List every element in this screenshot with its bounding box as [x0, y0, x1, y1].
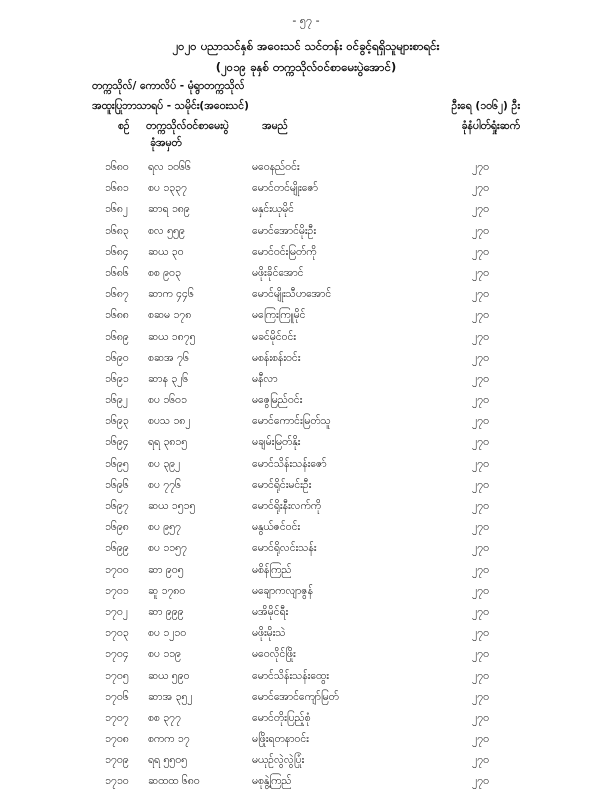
student-name: မဖြိုးရတနာဝင်း [252, 733, 309, 746]
table-row [0, 225, 612, 246]
row-remark: ၂၇၀ [472, 224, 489, 237]
row-remark: ၂၇၀ [472, 542, 489, 555]
row-number: ၁၇၀၇ [105, 711, 129, 724]
roll-number: စစ ၃၇၇ [148, 711, 181, 724]
row-remark: ၂၇၀ [472, 351, 489, 364]
student-name: မောင်ရိုးနီးလက်ကို [252, 500, 322, 512]
roll-number: ဆယ ၃၀ [148, 245, 184, 258]
row-remark: ၂၇၀ [472, 478, 489, 491]
row-remark: ၂၇၀ [472, 457, 489, 470]
row-remark: ၂၇၀ [472, 711, 489, 724]
column-header-remark: ခုံနံပါတ်ရှုံးဆက် [461, 120, 520, 132]
student-name: မစိန်ကြည် [252, 563, 292, 576]
roll-number: ဆယ ၁၅၁၅ [148, 500, 196, 512]
student-name: မဝေနည်ဝင်း [252, 161, 300, 173]
row-remark: ၂၇၀ [472, 161, 489, 173]
row-number: ၁၇၀၉ [105, 754, 129, 767]
student-count-label: ဦးရေ (၁၀၆၂) ဦး [451, 100, 520, 112]
roll-number: ရရ ၅၅၀၅ [148, 754, 188, 767]
subject-label: အထူးပြုဘာသာရပ် - သမိုင်း(အဝေးသင်) [92, 100, 249, 112]
row-remark: ၂၇၀ [472, 182, 489, 195]
row-number: ၁၆၉၀ [105, 351, 129, 364]
table-row [0, 331, 612, 352]
table-row [0, 691, 612, 712]
student-name: မဝေလိုင်ဖြိုး [252, 648, 296, 661]
row-number: ၁၆၉၆ [105, 478, 129, 491]
table-row [0, 182, 612, 203]
row-number: ၁၆၉၈ [105, 521, 129, 534]
student-name: မောင်သိန်းသန်းထွေး [252, 669, 329, 682]
roll-number: စပ ၁၆၀၁ [148, 394, 187, 407]
row-number: ၁၆၉၅ [105, 457, 129, 470]
student-name: မောင်ကောင်းမြတ်သူ [252, 415, 331, 428]
roll-number: စဆအ ၇၆ [148, 351, 189, 364]
roll-number: ဆာက ၄၄၆ [148, 288, 194, 301]
row-number: ၁၆၉၉ [105, 542, 129, 555]
roll-number: စကက ၁၇ [148, 733, 190, 746]
row-number: ၁၇၀၂ [105, 605, 128, 618]
row-number: ၁၆၈၇ [105, 288, 129, 301]
column-header-roll-line2: ခုံအမှတ် [150, 137, 182, 149]
row-number: ၁၆၈၀ [105, 161, 129, 173]
row-number: ၁၆၈၃ [105, 224, 129, 237]
row-number: ၁၆၈၉ [105, 330, 129, 343]
student-name: မောင်သိန်းသန်းဇော် [252, 457, 327, 470]
roll-number: ဆယ ၁၈၇၅ [148, 330, 196, 343]
table-row [0, 479, 612, 500]
row-remark: ၂၇၀ [472, 309, 489, 322]
roll-number: စစ ၉၀၃ [148, 266, 181, 279]
table-row [0, 352, 612, 373]
student-name: မအိမိုင်ရီး [252, 605, 289, 618]
roll-number: စပသ ၁၈၂ [148, 415, 191, 428]
row-remark: ၂၇၀ [472, 266, 489, 279]
table-row [0, 394, 612, 415]
table-row [0, 670, 612, 691]
row-number: ၁၆၉၇ [105, 500, 129, 512]
roll-number: ဆာရ ၁၈၉ [148, 203, 190, 216]
roll-number: စဆမ ၁၇၈ [148, 309, 192, 322]
table-row [0, 458, 612, 479]
row-number: ၁၇၀၄ [105, 648, 129, 661]
row-number: ၁၆၈၆ [105, 266, 129, 279]
row-remark: ၂၇၀ [472, 627, 489, 640]
student-name: မနွယ်ဇင်ဝင်း [252, 521, 301, 534]
student-name: မယုဉ်လွဲလွဲပြုံး [252, 754, 305, 767]
table-row [0, 373, 612, 394]
row-number: ၁၇၁၀ [105, 775, 129, 788]
row-number: ၁၆၈၄ [105, 245, 129, 258]
table-row [0, 161, 612, 182]
student-name: မစုနွဲ့ကြည် [252, 775, 292, 788]
row-remark: ၂၇၀ [472, 521, 489, 534]
roll-number: စပ ၇၇၆ [148, 478, 181, 491]
row-remark: ၂၇၀ [472, 330, 489, 343]
table-row [0, 203, 612, 224]
row-remark: ၂၇၀ [472, 394, 489, 407]
roll-number: စပ ၉၅၇ [148, 521, 181, 534]
table-row [0, 648, 612, 669]
table-row [0, 775, 612, 796]
roll-number: စလ ၅၅၉ [148, 224, 185, 237]
row-number: ၁၇၀၅ [105, 669, 129, 682]
table-row [0, 712, 612, 733]
row-number: ၁၇၀၀ [105, 563, 129, 576]
roll-number: ဆယ ၅၉၀ [148, 669, 190, 682]
row-remark: ၂၇၀ [472, 415, 489, 428]
row-number: ၁၇၀၆ [105, 690, 129, 703]
table-row [0, 733, 612, 754]
row-number: ၁၆၉၁ [105, 372, 129, 385]
student-name: မောင်တိုးပြည့်စုံ [252, 711, 311, 724]
row-remark: ၂၇၀ [472, 584, 489, 597]
row-remark: ၂၇၀ [472, 733, 489, 746]
row-remark: ၂၇၀ [472, 754, 489, 767]
document-subtitle: (၂၀၁၉ ခုနှစ် တက္ကသိုလ်ဝင်စာမေးပွဲအောင်) [215, 60, 397, 74]
row-number: ၁၆၉၂ [105, 394, 128, 407]
roll-number: ဆာ ၉၀၅ [148, 563, 184, 576]
row-remark: ၂၇၀ [472, 690, 489, 703]
row-number: ၁၇၀၁ [105, 584, 129, 597]
row-number: ၁၆၉၃ [105, 415, 129, 428]
table-row [0, 521, 612, 542]
roll-number: ဆာ ၉၉၉ [148, 605, 184, 618]
table-row [0, 436, 612, 457]
student-name: မစန်းစန်းဝင်း [252, 351, 301, 364]
roll-number: စပ ၁၁၅၇ [148, 542, 187, 555]
table-row [0, 246, 612, 267]
student-name: မချမ်းမြတ်နိုး [252, 436, 301, 449]
student-name: မဖိုးခိုင်အောင် [252, 266, 304, 279]
student-list [0, 161, 612, 797]
student-name: မောင်အောင်ကျော်မြတ် [252, 690, 339, 703]
roll-number: ရလ ၁၀၆၆ [148, 161, 191, 173]
student-name: မချောကလျာဇွန် [252, 584, 313, 597]
table-row [0, 288, 612, 309]
roll-number: စပ ၁၃၃၇ [148, 182, 187, 195]
row-remark: ၂၇၀ [472, 203, 489, 216]
student-name: မောင်ဝင်းမြတ်ကို [252, 245, 317, 258]
roll-number: စပ ၁၁၉ [148, 648, 181, 661]
document-title: ၂၀၂၀ ပညာသင်နှစ် အဝေးသင် သင်တန်း ဝင်ခွင့်ရရှိသူများစာရင်း [172, 39, 440, 53]
row-number: ၁၆၉၄ [105, 436, 129, 449]
table-row [0, 564, 612, 585]
student-name: မောင်ရိုလင်းသန်း [252, 542, 317, 555]
university-label: တက္ကသိုလ်/ ကောလိပ် - မုံရွာတက္ကသိုလ် [92, 80, 245, 92]
table-row [0, 627, 612, 648]
row-number: ၁၇၀၃ [105, 627, 129, 640]
row-number: ၁၇၀၈ [105, 733, 129, 746]
student-name: မဖိုးမိုးသဲ [252, 627, 286, 640]
row-remark: ၂၇၀ [472, 288, 489, 301]
roll-number: ဆထထ ၆၈၀ [148, 775, 200, 788]
table-row [0, 542, 612, 563]
table-row [0, 585, 612, 606]
row-remark: ၂၇၀ [472, 372, 489, 385]
row-number: ၁၆၈၈ [105, 309, 129, 322]
roll-number: ရရ ၃၈၁၅ [148, 436, 188, 449]
roll-number: စပ ၁၂၁၀ [148, 627, 187, 640]
roll-number: စပ ၃၉၂ [148, 457, 181, 470]
table-row [0, 309, 612, 330]
row-number: ၁၆၈၂ [105, 203, 128, 216]
roll-number: ဆူ ၁၇၈၀ [148, 584, 186, 597]
row-number: ၁၆၈၁ [105, 182, 129, 195]
student-name: မောင်အောင်မိုးဦး [252, 224, 317, 237]
student-name: မနှင်းယုမိုင် [252, 203, 294, 216]
row-remark: ၂၇၀ [472, 563, 489, 576]
row-remark: ၂၇၀ [472, 775, 489, 788]
student-name: မနီလာ [252, 372, 278, 385]
row-remark: ၂၇၀ [472, 436, 489, 449]
table-row [0, 415, 612, 436]
student-name: မခင်မိုင်ဝင်း [252, 330, 296, 343]
row-remark: ၂၇၀ [472, 605, 489, 618]
column-header-roll: တက္ကသိုလ်ဝင်စာမေးပွဲ [146, 120, 229, 132]
page-number: - ၅၇ - [292, 14, 320, 27]
row-remark: ၂၇၀ [472, 500, 489, 512]
table-row [0, 267, 612, 288]
table-row [0, 606, 612, 627]
column-header-name: အမည် [262, 120, 288, 132]
student-name: မကြေးကြူမိုင် [252, 309, 306, 322]
row-remark: ၂၇၀ [472, 245, 489, 258]
row-remark: ၂၇၀ [472, 648, 489, 661]
column-header-no: စဉ် [118, 120, 130, 132]
roll-number: ဆာအ ၃၅၂ [148, 690, 193, 703]
table-row [0, 500, 612, 521]
table-row [0, 754, 612, 775]
student-name: မောင်ရိုင်းမင်းဦး [252, 478, 312, 491]
row-remark: ၂၇၀ [472, 669, 489, 682]
roll-number: ဆာန ၃၂၆ [148, 372, 189, 385]
student-name: မဇွေမြည်ဝင်း [252, 394, 303, 407]
student-name: မောင်တင်မျိုးဇော် [252, 182, 318, 195]
student-name: မောင်မျိုးသီဟအောင် [252, 288, 332, 301]
